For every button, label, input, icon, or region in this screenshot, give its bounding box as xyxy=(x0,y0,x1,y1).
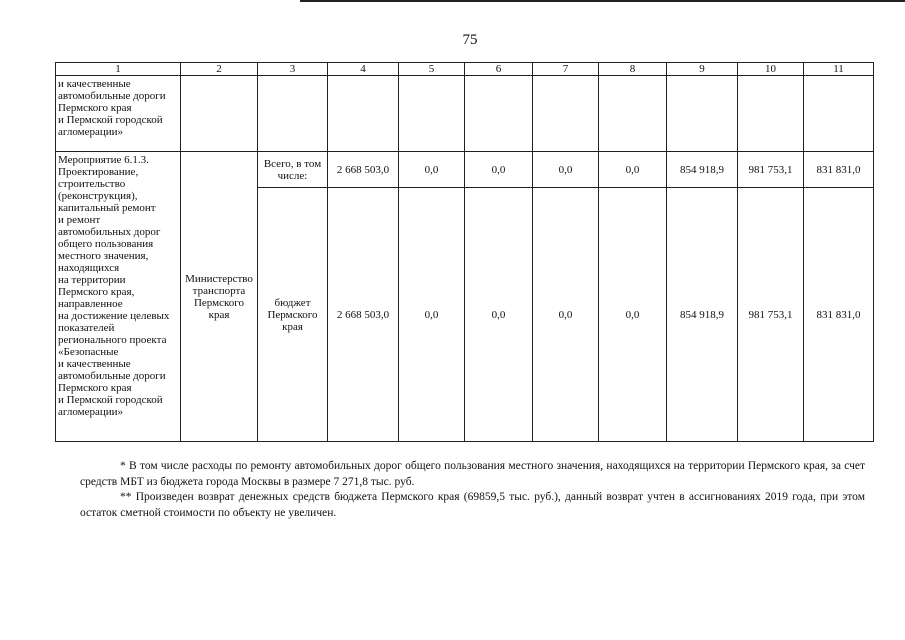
value-cell: 2 668 503,0 xyxy=(328,188,399,442)
value-cell: 0,0 xyxy=(399,188,465,442)
column-header: 6 xyxy=(465,63,533,76)
description-line: регионального проекта xyxy=(58,334,167,346)
description-line: капитальный ремонт xyxy=(58,202,156,214)
column-header: 9 xyxy=(667,63,738,76)
description-line: автомобильных дорог xyxy=(58,226,161,238)
column-header: 1 xyxy=(56,63,181,76)
description-line: на достижение целевых xyxy=(58,310,170,322)
description-line: и качественные xyxy=(58,358,131,370)
footnote-2: ** Произведен возврат денежных средств бюджета Пермского края (69859,5 тыс. руб.), данный возврат учтен в ассигнованиях 2019 года, при этом остаток сметной стоимости по объекту не увеличен. xyxy=(80,491,865,519)
funding-source-total: Всего, в том числе: xyxy=(258,152,328,188)
footnote-1: * В том числе расходы по ремонту автомобильных дорог общего пользования местного значения, находящихся на территории Пермского края, за счет средств МБТ из бюджета города Москвы в размере 7 271,8 тыс. руб. xyxy=(80,460,865,488)
value-cell: 0,0 xyxy=(465,188,533,442)
description-line: показателей xyxy=(58,322,115,334)
description-line: автомобильные дороги xyxy=(58,370,166,382)
budget-table xyxy=(55,62,874,442)
column-header: 2 xyxy=(181,63,258,76)
empty-cell xyxy=(667,76,738,152)
page-number: 75 xyxy=(462,32,478,48)
empty-cell xyxy=(465,76,533,152)
value-cell: 854 918,9 xyxy=(667,188,738,442)
continuation-description xyxy=(56,76,181,152)
empty-cell xyxy=(181,76,258,152)
column-header: 4 xyxy=(328,63,399,76)
empty-cell xyxy=(804,76,874,152)
value-cell: 0,0 xyxy=(533,152,599,188)
description-line: находящихся xyxy=(58,262,120,274)
description-line: агломерации» xyxy=(58,406,124,418)
funding-source-budget: бюджет Пермского края xyxy=(258,188,328,442)
executor-cell: Министерство транспорта Пермского края xyxy=(181,152,258,442)
column-header: 10 xyxy=(738,63,804,76)
description-line: и Пермской городской xyxy=(58,114,163,126)
empty-cell xyxy=(738,76,804,152)
description-line: (реконструкция), xyxy=(58,190,138,202)
description-line: «Безопасные xyxy=(58,346,119,358)
scan-edge-line xyxy=(300,0,905,2)
value-cell: 0,0 xyxy=(533,188,599,442)
column-header: 5 xyxy=(399,63,465,76)
description-line: Пермского края, xyxy=(58,286,135,298)
column-header: 11 xyxy=(804,63,874,76)
value-cell: 831 831,0 xyxy=(804,152,874,188)
description-line: строительство xyxy=(58,178,126,190)
value-cell: 0,0 xyxy=(599,188,667,442)
description-line: и Пермской городской xyxy=(58,394,163,406)
description-line: и качественные xyxy=(58,78,131,90)
value-cell: 0,0 xyxy=(599,152,667,188)
column-header: 7 xyxy=(533,63,599,76)
empty-cell xyxy=(599,76,667,152)
column-header: 8 xyxy=(599,63,667,76)
continuation-row xyxy=(56,76,874,152)
measure-description xyxy=(56,152,181,442)
description-line: Мероприятие 6.1.3. xyxy=(58,154,149,166)
description-line: Проектирование, xyxy=(58,166,139,178)
column-header: 3 xyxy=(258,63,328,76)
empty-cell xyxy=(258,76,328,152)
value-cell: 2 668 503,0 xyxy=(328,152,399,188)
empty-cell xyxy=(533,76,599,152)
description-line: автомобильные дороги xyxy=(58,90,166,102)
description-line: агломерации» xyxy=(58,126,124,138)
description-line: Пермского края xyxy=(58,382,132,394)
column-number-row xyxy=(56,63,874,76)
value-cell: 981 753,1 xyxy=(738,152,804,188)
description-line: общего пользования xyxy=(58,238,154,250)
value-cell: 981 753,1 xyxy=(738,188,804,442)
description-line: на территории xyxy=(58,274,126,286)
empty-cell xyxy=(328,76,399,152)
description-line: Пермского края xyxy=(58,102,132,114)
value-cell: 831 831,0 xyxy=(804,188,874,442)
description-line: и ремонт xyxy=(58,214,101,226)
value-cell: 0,0 xyxy=(465,152,533,188)
measure-total-row xyxy=(56,152,874,188)
empty-cell xyxy=(399,76,465,152)
description-line: местного значения, xyxy=(58,250,149,262)
value-cell: 854 918,9 xyxy=(667,152,738,188)
description-line: направленное xyxy=(58,298,123,310)
value-cell: 0,0 xyxy=(399,152,465,188)
